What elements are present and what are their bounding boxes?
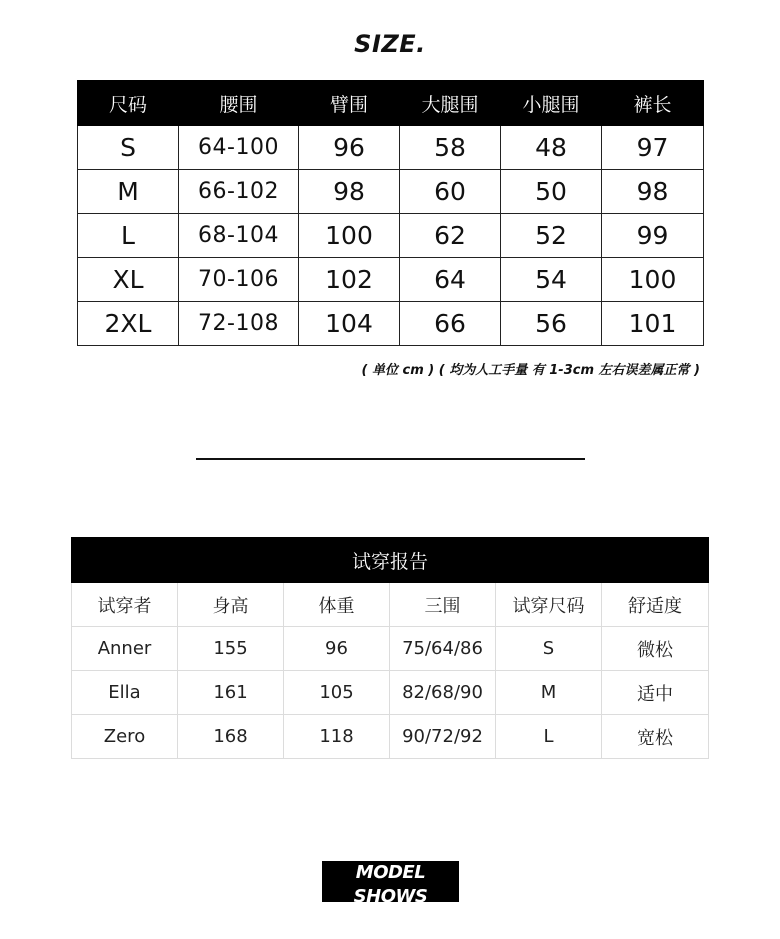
tester-cell: Ella — [72, 671, 178, 715]
trial-report-title: 试穿报告 — [72, 538, 709, 583]
waist-cell: 64-100 — [179, 126, 299, 170]
header-arm: 臂围 — [299, 81, 400, 126]
trial-size-cell: M — [496, 671, 602, 715]
header-waist: 腰围 — [179, 81, 299, 126]
arm-cell: 102 — [299, 258, 400, 302]
size-cell: L — [78, 214, 179, 258]
calf-cell: 54 — [501, 258, 602, 302]
length-cell: 97 — [602, 126, 704, 170]
size-cell: S — [78, 126, 179, 170]
size-cell: 2XL — [78, 302, 179, 346]
height-cell: 161 — [178, 671, 284, 715]
weight-cell: 96 — [284, 627, 390, 671]
trial-size-cell: S — [496, 627, 602, 671]
table-row — [78, 170, 704, 214]
table-row — [78, 258, 704, 302]
waist-cell: 70-106 — [179, 258, 299, 302]
header-thigh: 大腿围 — [400, 81, 501, 126]
size-cell: M — [78, 170, 179, 214]
arm-cell: 104 — [299, 302, 400, 346]
height-cell: 155 — [178, 627, 284, 671]
measurement-note: ( 单位 cm ) ( 均为人工手量 有 1-3cm 左右误差属正常 ) — [361, 363, 700, 378]
thigh-cell: 64 — [400, 258, 501, 302]
comfort-cell: 微松 — [602, 627, 709, 671]
header-length: 裤长 — [602, 81, 704, 126]
trial-header-row — [72, 583, 709, 627]
waist-cell: 66-102 — [179, 170, 299, 214]
model-shows-banner — [322, 861, 459, 907]
table-row — [72, 627, 709, 671]
header-trial-size: 试穿尺码 — [496, 583, 602, 627]
thigh-cell: 60 — [400, 170, 501, 214]
table-row — [72, 671, 709, 715]
size-chart-table — [77, 80, 704, 346]
weight-cell: 118 — [284, 715, 390, 759]
size-cell: XL — [78, 258, 179, 302]
size-title: SIZE. — [354, 30, 426, 58]
header-calf: 小腿围 — [501, 81, 602, 126]
thigh-cell: 62 — [400, 214, 501, 258]
header-tester: 试穿者 — [72, 583, 178, 627]
length-cell: 99 — [602, 214, 704, 258]
measurements-cell: 82/68/90 — [390, 671, 496, 715]
table-row — [78, 126, 704, 170]
measurements-cell: 90/72/92 — [390, 715, 496, 759]
height-cell: 168 — [178, 715, 284, 759]
tester-cell: Anner — [72, 627, 178, 671]
size-header-row — [78, 81, 704, 126]
header-height: 身高 — [178, 583, 284, 627]
section-divider — [196, 458, 585, 460]
header-weight: 体重 — [284, 583, 390, 627]
length-cell: 100 — [602, 258, 704, 302]
header-size: 尺码 — [78, 81, 179, 126]
comfort-cell: 适中 — [602, 671, 709, 715]
arm-cell: 96 — [299, 126, 400, 170]
length-cell: 101 — [602, 302, 704, 346]
weight-cell: 105 — [284, 671, 390, 715]
waist-cell: 72-108 — [179, 302, 299, 346]
thigh-cell: 58 — [400, 126, 501, 170]
table-row — [78, 302, 704, 346]
arm-cell: 100 — [299, 214, 400, 258]
trial-size-cell: L — [496, 715, 602, 759]
header-comfort: 舒适度 — [602, 583, 709, 627]
thigh-cell: 66 — [400, 302, 501, 346]
calf-cell: 56 — [501, 302, 602, 346]
measurements-cell: 75/64/86 — [390, 627, 496, 671]
table-row — [78, 214, 704, 258]
arm-cell: 98 — [299, 170, 400, 214]
calf-cell: 50 — [501, 170, 602, 214]
tester-cell: Zero — [72, 715, 178, 759]
waist-cell: 68-104 — [179, 214, 299, 258]
calf-cell: 48 — [501, 126, 602, 170]
comfort-cell: 宽松 — [602, 715, 709, 759]
calf-cell: 52 — [501, 214, 602, 258]
length-cell: 98 — [602, 170, 704, 214]
model-shows-label: MODEL SHOWS — [353, 862, 428, 907]
table-row — [72, 715, 709, 759]
trial-report-table — [71, 537, 709, 759]
header-measurements: 三围 — [390, 583, 496, 627]
